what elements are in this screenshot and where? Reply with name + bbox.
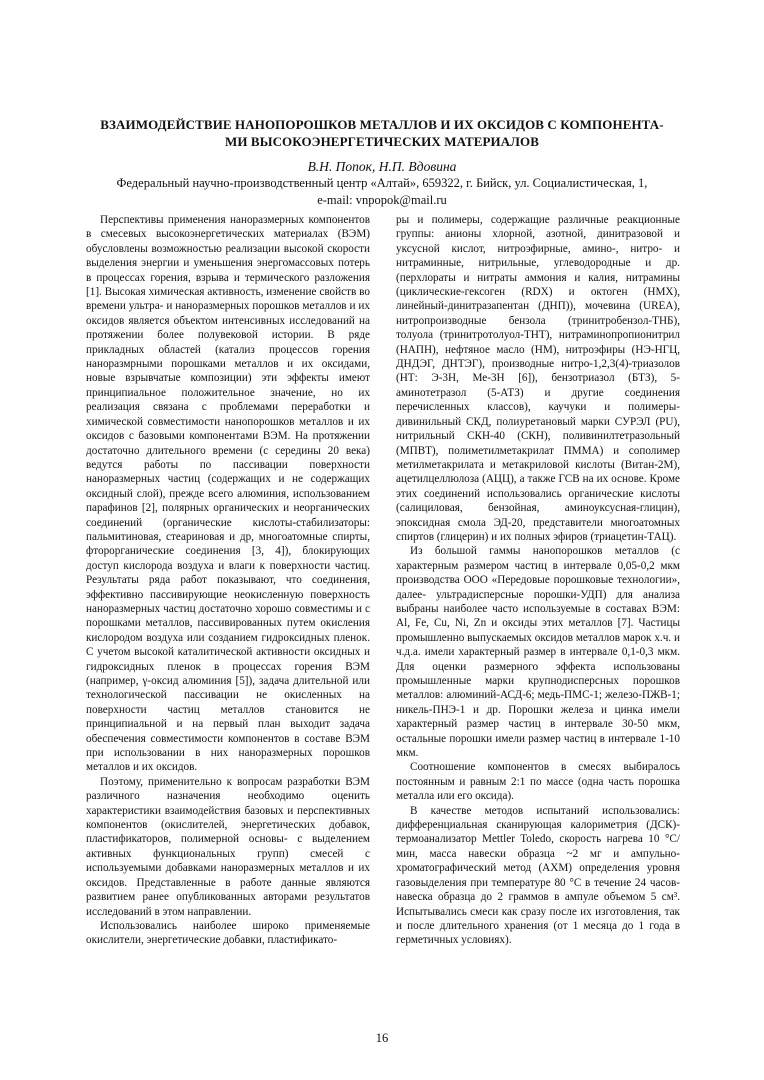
article-title-line-1: ВЗАИМОДЕЙСТВИЕ НАНОПОРОШКОВ МЕТАЛЛОВ И ИХ ОКСИДОВ С КОМПОНЕНТА- xyxy=(100,117,664,132)
page-number: 16 xyxy=(375,1031,389,1045)
article-title xyxy=(88,116,676,150)
body-column-left xyxy=(86,213,370,948)
paragraph: Из большой гаммы нанопорошков металлов (с характерным размером частиц в интервале 0,05-0,2 мкм производства ООО «Передовые порошковые технологии», далее- ультрадисперсные порошки-УДП) для анализа выбраны наиболее часто используемые в составах ВЭМ: Al, Fe, Cu, Ni, Zn и оксиды этих металлов [7]. Частицы промышленно выпускаемых оксидов металлов марок х.ч. и ч.д.а. имели характерный размер в интервале 0,1-0,3 мкм. Для оценки размерного эффекта использованы промышленные марки крупнодисперсных порошков металлов: алюминий-АСД-6; медь-ПМС-1; железо-ПЖВ-1; никель-ПНЭ-1 и др. Порошки железа и цинка имели характерный размер частиц в интервале 30-50 мкм, остальные порошки имели размер частиц в интервале 1-10 мкм. xyxy=(396,545,680,760)
paragraph: Перспективы применения наноразмерных компонентов в смесевых высокоэнергетических материалах (ВЭМ) обусловлены возможностью реализации высокой скорости выделения энергии и уменьшения энергомассовых потерь в процессах горения, взрыва и термического разложения [1]. Высокая химическая активность, изменение свойств во времени ультра- и наноразмерных порошков металлов и их оксидов является объектом интенсивных исследований на протяжении более полувековой истории. В ряде прикладных областей (катализ процессов горения наноразмрными порошками металлов и их оксидами, новые взрывчатые композиции) эти эффекты имеют принципиальное положительное значение, но их реализация связана с проблемами переработки и химической совместимости нанопорошков металлов и их оксидов с базовыми компонентами ВЭМ. На протяжении достаточно длительного времени (с середины 20 века) ведутся работы по пассивации поверхности наноразмерных частиц (содержащих и не содержащих оксидный слой), прежде всего алюминия, использованием парафинов [2], полярных органических и неорганических соединений (органические кислоты-стабилизаторы: пальмитиновая, стеариновая и др, многоатомные спирты, фторорганические соединения [3, 4]), блокирующих доступ кислорода воздуха и влаги к поверхности частиц. Результаты ряда работ показывают, что соединения, эффективно пассивирующие неокисленную поверхность наноразмерных частиц достаточно хорошо совместимы и с порошками металлов, пассивированных путем окисления кислородом воздуха или созданием гидроксидных пленок. С учетом высокой каталитической активности оксидных и гидроксидных пленок в процессах горения ВЭМ (например, γ-оксид алюминия [5]), задача длительной или технологической пассивации не окисленных на поверхности частиц металлов становится не принципиальной и на первый план выходит задача обеспечения совместимости компонентов в составе ВЭМ при использовании в них наноразмерных порошков металлов и их оксидов. xyxy=(86,214,370,774)
paragraph: Поэтому, применительно к вопросам разработки ВЭМ различного назначения необходимо оценить характеристики взаимодействия базовых и перспективных компонентов (окислителей, энергетических добавок, пластификаторов, полимерной основы- с выделением активных функциональных групп) смесей с используемыми добавками наноразмерных металлов и их оксидов. Представленные в работе данные являются развитием ранее опубликованных авторами результатов исследований в этом направлении. xyxy=(86,775,370,918)
affiliation-email: e-mail: vnpopok@mail.ru xyxy=(317,193,447,207)
paragraph: Использовались наиболее широко применяемые окислители, энергетические добавки, пластификато- xyxy=(86,919,370,947)
article-authors: В.Н. Попок, Н.П. Вдовина xyxy=(307,159,457,174)
paragraph: ры и полимеры, содержащие различные реакционные группы: анионы хлорной, азотной, динитразовой и уксусной кислот, нитроэфирные, амино-, нитро- и нитраминные, нитрильные, углеводородные и др.(перхлораты и нитраты аммония и калия, нитрамины (циклические-гексоген (RDX) и октоген (HMX), линейный-динитразапентан (ДНП)), мочевина (UREA), нитропроизводные бензола (тринитробензол-ТНБ), толуола (тринитротолуол-ТНТ), нитраминопропионитрил (НАПН), нефтяное масло (НМ), нитроэфиры (НЭ-НГЦ, ДНДЭГ, ДНТЭГ), производные нитро-1,2,3(4)-триазолов (НТ: Э-3Н, Ме-3Н [6]), бензотриазол (БТЗ), 5-аминотетразол (5-АТЗ) и другие соединения перечисленных классов), каучуки и полимеры- дивинильный СКД, полиуретановый марки СУРЭЛ (PU), нитрильный СКН-40 (СКН), поливинилтетразольный (МПВТ), полиметилметакрилат ПММА) и сополимер метилметакрилата и метакриловой кислоты (Витан-2М), ацетилцеллюлоза (АЦЦ), а также ГСВ на их основе. Кроме этих соединений использовались органические кислоты (салициловая, бензойная, аминоуксусная-глицин), эпоксидная смола ЭД-20, представители многоатомных спиртов (глицерин) и их полных эфиров (триацетин-ТАЦ). xyxy=(396,214,680,543)
paragraph: В качестве методов испытаний использовались: дифференциальная сканирующая калориметрия (ДСК)- термоанализатор Mettler Toledo, скорость нагрева 10 °С/мин, масса навески образца ~2 мг и ампульно-хроматографический метод (АХМ) определения уровня газовыделения при температуре 80 °С в течение 24 часов- навеска образца до 2 граммов в ампуле объемом 5 см³. Испытывались смеси как сразу после их изготовления, так и после длительного хранения (от 1 месяца до 1 года в герметичных условиях). xyxy=(396,804,680,947)
body-column-right xyxy=(396,213,680,948)
affiliation-address: Федеральный научно-производственный центр «Алтай», 659322, г. Бийск, ул. Социалистическая, 1, xyxy=(116,176,648,190)
author-affiliation xyxy=(88,175,676,209)
paragraph: Соотношение компонентов в смесях выбиралось постоянным и равным 2:1 по массе (одна часть порошка металла или его оксида). xyxy=(396,761,680,803)
article-title-line-2: МИ ВЫСОКОЭНЕРГЕТИЧЕСКИХ МАТЕРИАЛОВ xyxy=(225,134,539,149)
